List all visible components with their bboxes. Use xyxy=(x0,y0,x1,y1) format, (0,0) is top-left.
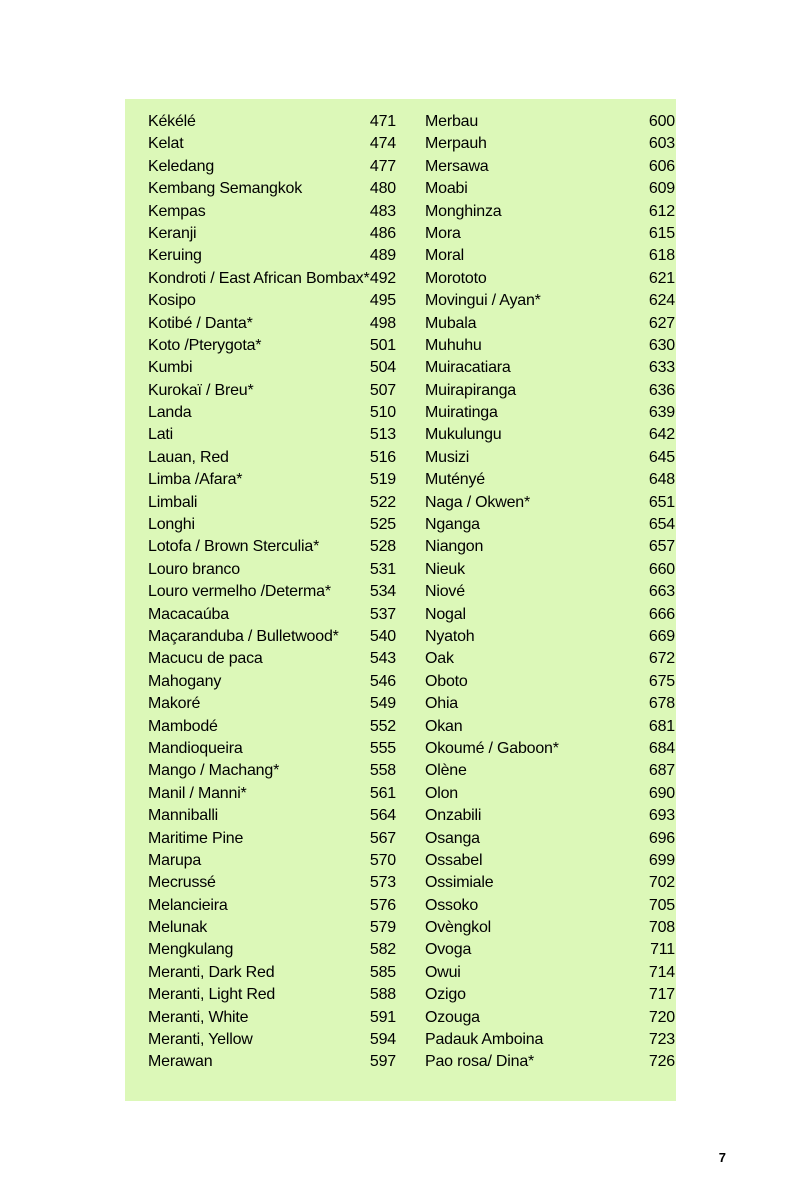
page-reference: 486 xyxy=(369,224,396,242)
species-name: Mukulungu xyxy=(425,426,502,444)
index-entry xyxy=(148,716,396,738)
index-entry xyxy=(425,492,675,514)
index-entry xyxy=(148,178,396,200)
page-reference: 555 xyxy=(369,739,396,757)
page-reference: 708 xyxy=(648,919,675,937)
index-entry xyxy=(148,939,396,961)
index-entry xyxy=(425,559,675,581)
index-entry xyxy=(425,648,675,670)
page-reference: 531 xyxy=(369,560,396,578)
index-entry xyxy=(148,1051,396,1073)
page-reference: 525 xyxy=(369,516,396,534)
species-name: Kosipo xyxy=(148,292,196,310)
page-reference: 543 xyxy=(369,650,396,668)
page-reference: 588 xyxy=(369,986,396,1004)
page-reference: 675 xyxy=(648,672,675,690)
page-reference: 696 xyxy=(648,829,675,847)
species-name: Manil / Manni* xyxy=(148,784,247,802)
page-reference: 714 xyxy=(648,963,675,981)
page-reference: 489 xyxy=(369,247,396,265)
species-name: Koto /Pterygota* xyxy=(148,336,262,354)
index-entry xyxy=(148,492,396,514)
species-name: Onzabili xyxy=(425,807,482,825)
species-name: Merpauh xyxy=(425,135,487,153)
species-name: Melunak xyxy=(148,919,208,937)
species-name: Mutényé xyxy=(425,471,485,489)
index-entry xyxy=(148,469,396,491)
page-reference: 672 xyxy=(648,650,675,668)
page-reference: 678 xyxy=(648,695,675,713)
page-reference: 627 xyxy=(648,314,675,332)
page-reference: 648 xyxy=(648,471,675,489)
species-name: Olon xyxy=(425,784,458,802)
page-reference: 579 xyxy=(369,919,396,937)
page-reference: 621 xyxy=(648,269,675,287)
species-name: Mango / Machang* xyxy=(148,762,280,780)
species-name: Macacaúba xyxy=(148,605,229,623)
species-name: Louro branco xyxy=(148,560,240,578)
species-name: Keruing xyxy=(148,247,202,265)
page-reference: 477 xyxy=(369,157,396,175)
page-reference: 609 xyxy=(648,180,675,198)
species-name: Lauan, Red xyxy=(148,448,229,466)
species-name: Ohia xyxy=(425,695,458,713)
index-entry xyxy=(425,716,675,738)
page-reference: 618 xyxy=(648,247,675,265)
species-name: Moabi xyxy=(425,180,468,198)
page-reference: 717 xyxy=(648,986,675,1004)
species-name: Niové xyxy=(425,583,465,601)
species-name: Longhi xyxy=(148,516,195,534)
index-entry xyxy=(425,738,675,760)
species-name: Kempas xyxy=(148,202,206,220)
index-entry xyxy=(425,984,675,1006)
page-reference: 624 xyxy=(648,292,675,310)
species-name: Limbali xyxy=(148,493,198,511)
index-entry xyxy=(425,962,675,984)
species-name: Ovèngkol xyxy=(425,919,491,937)
page-reference: 582 xyxy=(369,941,396,959)
species-name: Mahogany xyxy=(148,672,222,690)
page-reference: 576 xyxy=(369,896,396,914)
species-name: Maçaranduba / Bulletwood* xyxy=(148,627,339,645)
page-number: 7 xyxy=(718,1150,726,1165)
page-reference: 498 xyxy=(369,314,396,332)
index-entry xyxy=(148,783,396,805)
index-entry xyxy=(148,917,396,939)
index-entry xyxy=(148,402,396,424)
index-entry xyxy=(148,424,396,446)
species-name: Kembang Semangkok xyxy=(148,180,303,198)
page-reference: 534 xyxy=(369,583,396,601)
page-reference: 651 xyxy=(648,493,675,511)
species-name: Naga / Okwen* xyxy=(425,493,531,511)
page-reference: 501 xyxy=(369,336,396,354)
page-reference: 519 xyxy=(369,471,396,489)
species-name: Oboto xyxy=(425,672,468,690)
index-entry xyxy=(148,850,396,872)
species-name: Meranti, Yellow xyxy=(148,1031,253,1049)
species-name: Merbau xyxy=(425,113,479,130)
species-name: Lati xyxy=(148,426,173,444)
species-name: Macucu de paca xyxy=(148,650,263,668)
page-reference: 633 xyxy=(648,359,675,377)
index-entry xyxy=(425,156,675,178)
page-reference: 480 xyxy=(369,180,396,198)
page-reference: 504 xyxy=(369,359,396,377)
index-entry xyxy=(148,895,396,917)
index-entry xyxy=(425,850,675,872)
page-reference: 702 xyxy=(648,874,675,892)
page-reference: 591 xyxy=(369,1008,396,1026)
species-name: Limba /Afara* xyxy=(148,471,243,489)
index-entry xyxy=(425,357,675,379)
index-entry xyxy=(148,313,396,335)
page-reference: 612 xyxy=(648,202,675,220)
species-name: Musizi xyxy=(425,448,470,466)
species-name: Kurokaï / Breu* xyxy=(148,381,254,399)
page-reference: 693 xyxy=(648,807,675,825)
index-entry xyxy=(425,917,675,939)
index-entry xyxy=(148,648,396,670)
index-entry xyxy=(148,626,396,648)
species-name: Moral xyxy=(425,247,465,265)
species-name: Marupa xyxy=(148,851,202,869)
page-reference: 492 xyxy=(369,269,396,287)
species-name: Owui xyxy=(425,963,461,981)
species-name: Ozouga xyxy=(425,1008,480,1026)
index-entry xyxy=(425,469,675,491)
index-entry xyxy=(148,604,396,626)
index-entry xyxy=(148,693,396,715)
page-reference: 513 xyxy=(369,426,396,444)
species-name: Olène xyxy=(425,762,467,780)
page-reference: 564 xyxy=(369,807,396,825)
species-name: Makoré xyxy=(148,695,201,713)
species-name: Manniballi xyxy=(148,807,219,825)
index-entry xyxy=(148,536,396,558)
page-reference: 585 xyxy=(369,963,396,981)
species-name: Mubala xyxy=(425,314,477,332)
index-entry xyxy=(148,1029,396,1051)
page-reference: 597 xyxy=(369,1053,396,1071)
page-reference: 684 xyxy=(648,739,675,757)
page-reference: 558 xyxy=(369,762,396,780)
species-name: Mecrussé xyxy=(148,874,216,892)
index-entry xyxy=(425,760,675,782)
index-entry xyxy=(425,1007,675,1029)
index-entry xyxy=(425,201,675,223)
index-entry xyxy=(425,245,675,267)
page-reference: 603 xyxy=(648,135,675,153)
species-name: Ossoko xyxy=(425,896,479,914)
page-reference: 681 xyxy=(648,717,675,735)
index-entry xyxy=(148,156,396,178)
index-entry xyxy=(425,133,675,155)
index-entry xyxy=(148,984,396,1006)
species-name: Louro vermelho /Determa* xyxy=(148,583,331,601)
page-reference: 666 xyxy=(648,605,675,623)
index-entry xyxy=(425,424,675,446)
species-name: Monghinza xyxy=(425,202,502,220)
index-entry xyxy=(425,1029,675,1051)
index-entry xyxy=(425,1051,675,1073)
index-entry xyxy=(148,514,396,536)
index-entry xyxy=(425,783,675,805)
page-reference: 711 xyxy=(650,941,675,959)
index-entry xyxy=(148,559,396,581)
page-reference: 528 xyxy=(369,538,396,556)
page-reference: 645 xyxy=(648,448,675,466)
index-entry xyxy=(148,268,396,290)
index-entry xyxy=(425,447,675,469)
page-reference: 516 xyxy=(369,448,396,466)
page-reference: 639 xyxy=(648,404,675,422)
species-name: Ozigo xyxy=(425,986,466,1004)
page-reference: 705 xyxy=(648,896,675,914)
species-name: Meranti, White xyxy=(148,1008,249,1026)
page-reference: 537 xyxy=(369,605,396,623)
index-entry xyxy=(425,872,675,894)
species-name: Melancieira xyxy=(148,896,228,914)
species-name: Mambodé xyxy=(148,717,218,735)
species-name: Mersawa xyxy=(425,157,489,175)
index-entry xyxy=(425,581,675,603)
index-entry xyxy=(148,805,396,827)
page-reference: 690 xyxy=(648,784,675,802)
species-name: Mora xyxy=(425,224,461,242)
species-name: Nieuk xyxy=(425,560,465,578)
index-entry xyxy=(425,514,675,536)
index-entry xyxy=(425,290,675,312)
page-reference: 699 xyxy=(648,851,675,869)
species-name: Mengkulang xyxy=(148,941,234,959)
index-entry xyxy=(148,738,396,760)
index-entry xyxy=(425,402,675,424)
index-entry xyxy=(148,962,396,984)
page-reference: 522 xyxy=(369,493,396,511)
index-entry xyxy=(148,760,396,782)
species-name: Ossabel xyxy=(425,851,483,869)
index-entry xyxy=(148,447,396,469)
index-entry xyxy=(148,828,396,850)
species-name: Oak xyxy=(425,650,454,668)
page-reference: 507 xyxy=(369,381,396,399)
page-reference: 642 xyxy=(648,426,675,444)
species-name: Muiracatiara xyxy=(425,359,511,377)
index-entry xyxy=(148,671,396,693)
species-name: Landa xyxy=(148,404,192,422)
species-name: Niangon xyxy=(425,538,484,556)
species-name: Maritime Pine xyxy=(148,829,244,847)
page-reference: 723 xyxy=(648,1031,675,1049)
page-reference: 474 xyxy=(369,135,396,153)
index-entry xyxy=(425,335,675,357)
page-reference: 687 xyxy=(648,762,675,780)
index-entry xyxy=(148,223,396,245)
species-name: Okoumé / Gaboon* xyxy=(425,739,559,757)
index-entry xyxy=(425,380,675,402)
index-entry xyxy=(148,380,396,402)
species-name: Movingui / Ayan* xyxy=(425,292,541,310)
page-reference: 483 xyxy=(369,202,396,220)
index-entry xyxy=(425,313,675,335)
species-name: Kondroti / East African Bombax* xyxy=(148,269,370,287)
page-reference: 471 xyxy=(369,113,396,130)
species-name: Kumbi xyxy=(148,359,193,377)
index-entry xyxy=(148,111,396,133)
index-entry xyxy=(425,805,675,827)
page-reference: 630 xyxy=(648,336,675,354)
index-entry xyxy=(425,604,675,626)
page-reference: 615 xyxy=(648,224,675,242)
page-reference: 654 xyxy=(648,516,675,534)
species-name: Morototo xyxy=(425,269,487,287)
page-reference: 600 xyxy=(648,113,675,130)
page-reference: 669 xyxy=(648,627,675,645)
species-name: Osanga xyxy=(425,829,480,847)
page-reference: 546 xyxy=(369,672,396,690)
index-entry xyxy=(425,626,675,648)
page-reference: 549 xyxy=(369,695,396,713)
index-entry xyxy=(148,1007,396,1029)
index-entry xyxy=(425,536,675,558)
page-reference: 573 xyxy=(369,874,396,892)
index-entry xyxy=(148,290,396,312)
page-reference: 552 xyxy=(369,717,396,735)
page-reference: 495 xyxy=(369,292,396,310)
index-column-right xyxy=(425,111,675,1074)
index-entry xyxy=(425,178,675,200)
species-name: Kelat xyxy=(148,135,184,153)
species-name: Kékélé xyxy=(148,113,196,130)
page-reference: 720 xyxy=(648,1008,675,1026)
species-name: Ossimiale xyxy=(425,874,494,892)
index-entry xyxy=(425,111,675,133)
index-column-left xyxy=(148,111,396,1074)
index-entry xyxy=(148,872,396,894)
page-reference: 663 xyxy=(648,583,675,601)
index-entry xyxy=(148,335,396,357)
page-reference: 657 xyxy=(648,538,675,556)
species-name: Meranti, Light Red xyxy=(148,986,276,1004)
page-reference: 567 xyxy=(369,829,396,847)
index-entry xyxy=(148,133,396,155)
index-entry xyxy=(425,268,675,290)
species-name: Meranti, Dark Red xyxy=(148,963,275,981)
index-entry xyxy=(425,828,675,850)
species-name: Nyatoh xyxy=(425,627,475,645)
index-entry xyxy=(425,939,675,961)
page-reference: 510 xyxy=(369,404,396,422)
index-entry xyxy=(425,895,675,917)
page-reference: 594 xyxy=(369,1031,396,1049)
page-reference: 660 xyxy=(648,560,675,578)
species-name: Ovoga xyxy=(425,941,472,959)
page-reference: 561 xyxy=(369,784,396,802)
page-reference: 726 xyxy=(648,1053,675,1071)
species-name: Padauk Amboina xyxy=(425,1031,544,1049)
index-entry xyxy=(425,223,675,245)
species-name: Keledang xyxy=(148,157,215,175)
index-entry xyxy=(148,201,396,223)
species-name: Keranji xyxy=(148,224,197,242)
species-name: Okan xyxy=(425,717,463,735)
index-entry xyxy=(148,245,396,267)
species-name: Merawan xyxy=(148,1053,213,1071)
species-name: Muiratinga xyxy=(425,404,498,422)
page-reference: 570 xyxy=(369,851,396,869)
page-reference: 606 xyxy=(648,157,675,175)
index-entry xyxy=(425,671,675,693)
species-name: Nogal xyxy=(425,605,466,623)
species-name: Nganga xyxy=(425,516,480,534)
species-name: Pao rosa/ Dina* xyxy=(425,1053,535,1071)
species-name: Muhuhu xyxy=(425,336,482,354)
species-name: Kotibé / Danta* xyxy=(148,314,253,332)
page-reference: 540 xyxy=(369,627,396,645)
species-name: Muirapiranga xyxy=(425,381,516,399)
index-entry xyxy=(148,357,396,379)
species-name: Mandioqueira xyxy=(148,739,243,757)
index-entry xyxy=(425,693,675,715)
index-entry xyxy=(148,581,396,603)
species-name: Lotofa / Brown Sterculia* xyxy=(148,538,320,556)
page-reference: 636 xyxy=(648,381,675,399)
